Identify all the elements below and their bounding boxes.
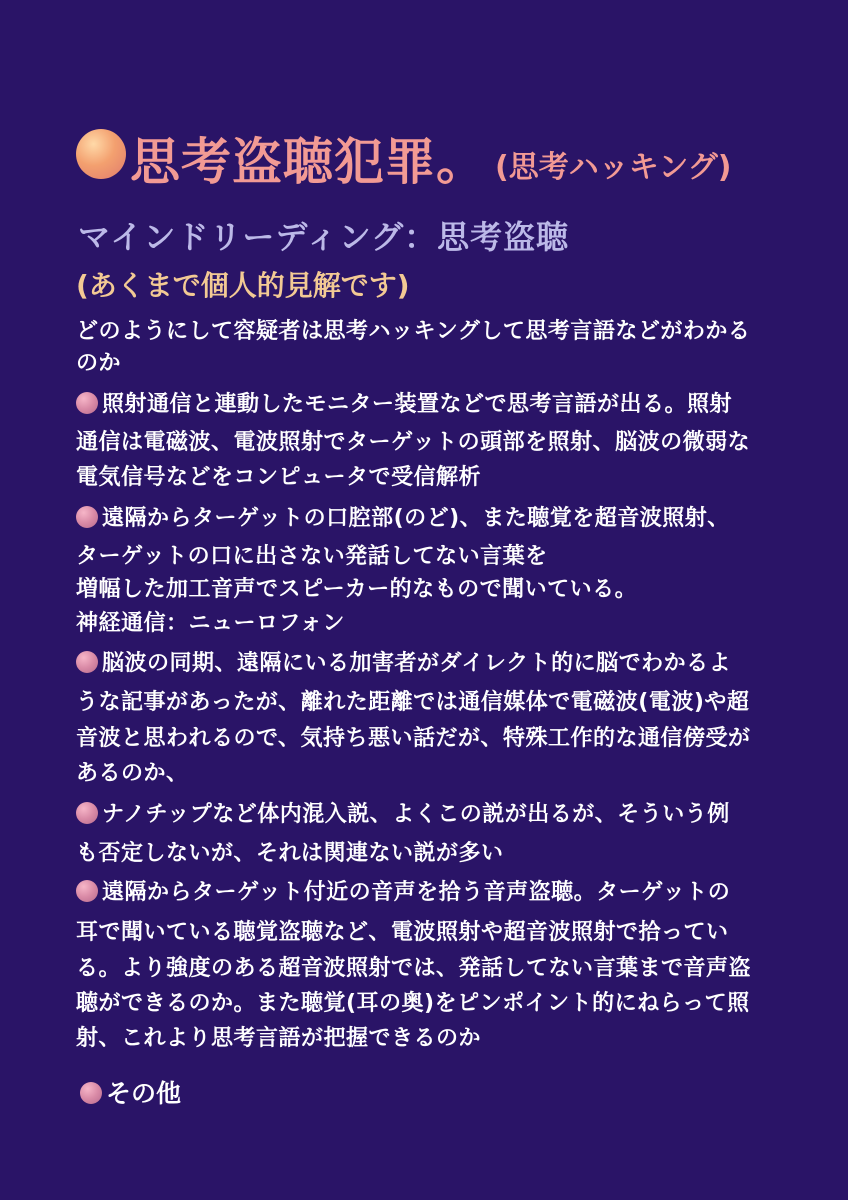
other-section xyxy=(80,1074,181,1110)
bullet-item xyxy=(76,646,731,677)
body-line-5: 電気信号などをコンピュータで受信解析 xyxy=(76,465,482,490)
body-line-18: る。より強度のある超音波照射では、発話してない言葉まで音声盗 xyxy=(76,956,752,981)
page-title xyxy=(76,122,732,194)
orange-circle-icon xyxy=(76,129,126,179)
title-main: 思考盗聴犯罪。 xyxy=(130,133,487,191)
body-line-7: ターゲットの口に出さない発話してない言葉を xyxy=(76,544,548,569)
other-label: その他 xyxy=(106,1079,182,1108)
pink-circle-icon xyxy=(80,1082,102,1104)
body-line-6: 遠隔からターゲットの口腔部(のど)、また聴覚を超音波照射、 xyxy=(102,506,730,531)
body-line-15: も否定しないが、それは関連ない説が多い xyxy=(76,841,504,866)
body-line-17: 耳で聞いている聴覚盗聴など、電波照射や超音波照射で拾ってい xyxy=(76,920,729,945)
body-line-19: 聴ができるのか。また聴覚(耳の奥)をピンポイント的にねらって照 xyxy=(76,991,750,1016)
body-line-2: のか xyxy=(76,351,122,376)
title-sub: (思考ハッキング) xyxy=(495,150,732,185)
pink-circle-icon xyxy=(76,802,98,824)
pink-circle-icon xyxy=(76,506,98,528)
body-line-20: 射、これより思考言語が把握できるのか xyxy=(76,1026,482,1051)
body-line-3: 照射通信と連動したモニター装置などで思考言語が出る。照射 xyxy=(102,392,733,417)
body-line-8: 増幅した加工音声でスピーカー的なもので聞いている。 xyxy=(76,577,638,602)
bullet-item xyxy=(76,501,730,532)
disclaimer-note: (あくまで個人的見解です) xyxy=(76,269,410,302)
body-line-10: 脳波の同期、遠隔にいる加害者がダイレクト的に脳でわかるよ xyxy=(102,651,732,676)
body-line-13: あるのか、 xyxy=(76,761,189,786)
pink-circle-icon xyxy=(76,392,98,414)
bullet-item xyxy=(76,875,730,906)
pink-circle-icon xyxy=(76,651,98,673)
body-line-11: うな記事があったが、離れた距離では通信媒体で電磁波(電波)や超 xyxy=(76,690,750,715)
body-line-1: どのようにして容疑者は思考ハッキングして思考言語などがわかる xyxy=(76,319,751,344)
bullet-item xyxy=(76,797,730,828)
body-line-16: 遠隔からターゲット付近の音声を拾う音声盗聴。ターゲットの xyxy=(102,880,731,905)
body-line-4: 通信は電磁波、電波照射でターゲットの頭部を照射、脳波の微弱な xyxy=(76,430,751,455)
body-line-14: ナノチップなど体内混入説、よくこの説が出るが、そういう例 xyxy=(102,802,730,827)
body-line-12: 音波と思われるので、気持ち悪い話だが、特殊工作的な通信傍受が xyxy=(76,726,751,751)
bullet-item xyxy=(76,387,732,418)
body-line-9: 神経通信：ニューロフォン xyxy=(76,611,345,636)
subtitle: マインドリーディング：思考盗聴 xyxy=(78,218,570,256)
pink-circle-icon xyxy=(76,880,98,902)
